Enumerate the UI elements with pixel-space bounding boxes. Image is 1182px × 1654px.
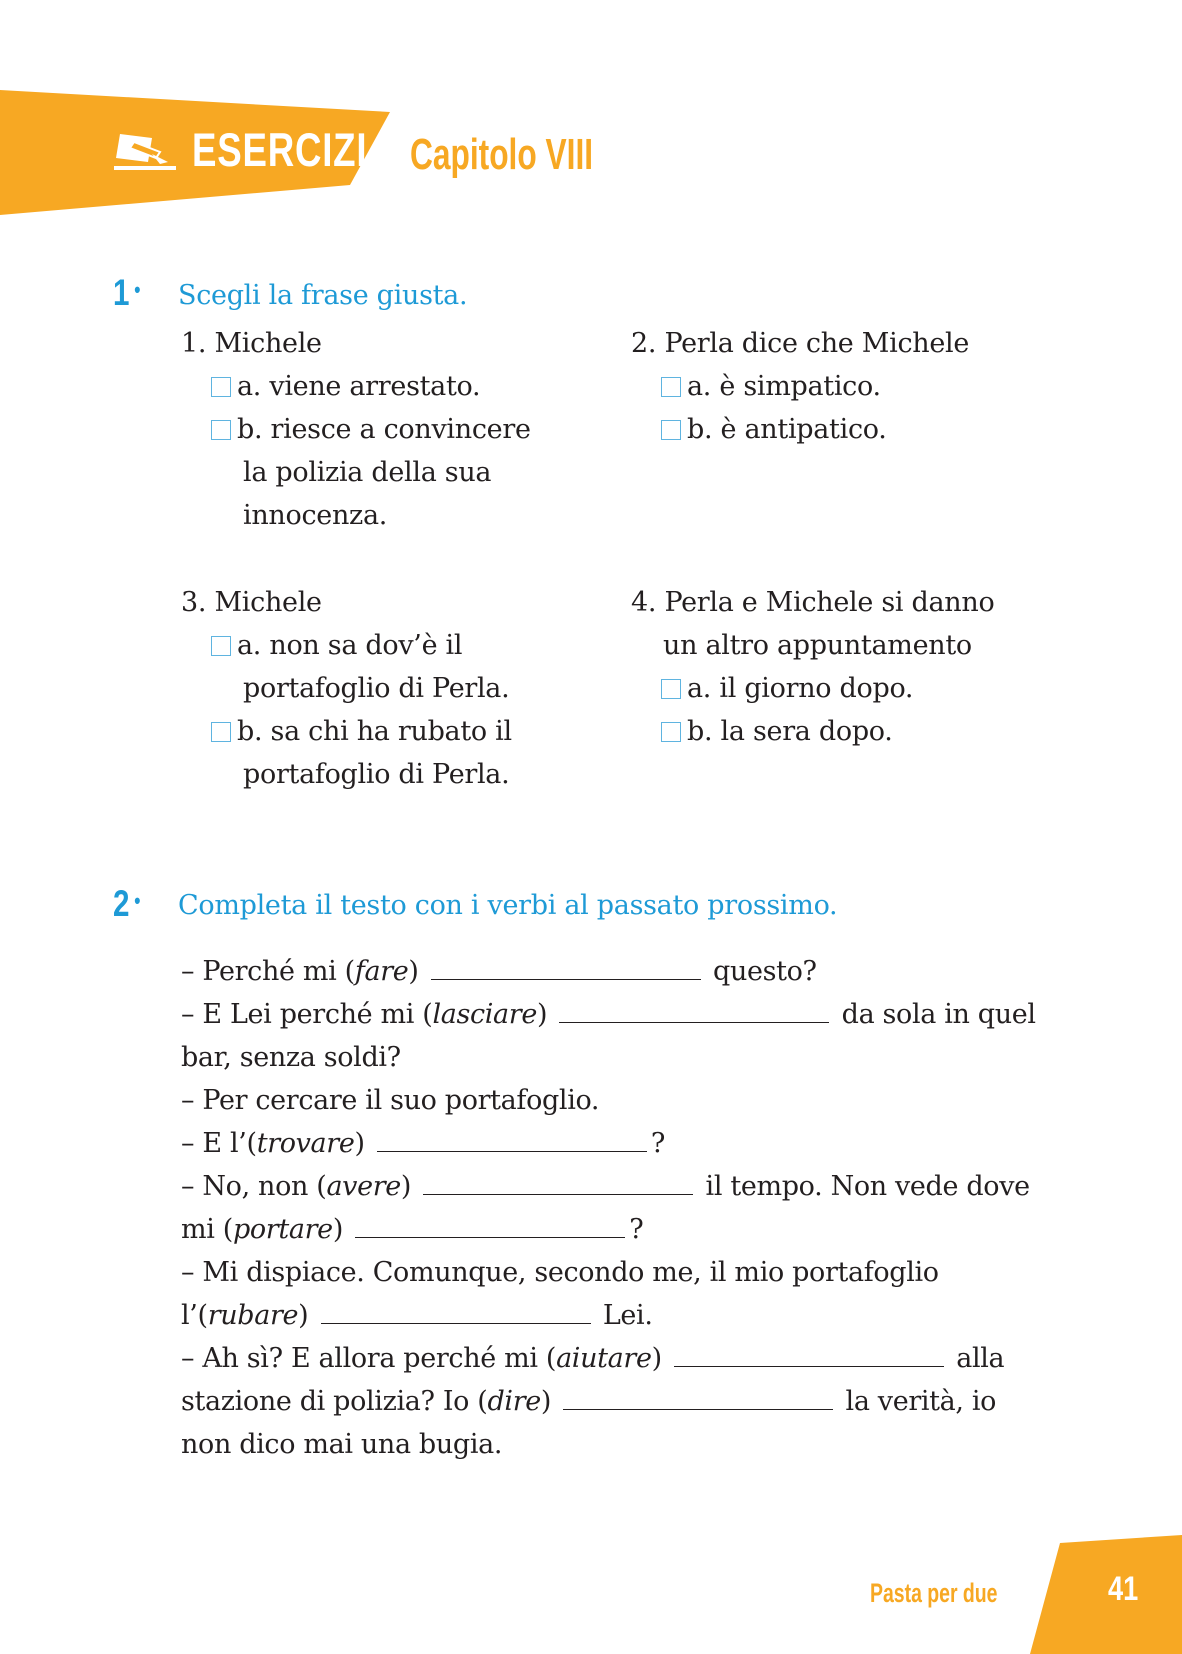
exercise-1-number: 1 • [113,272,141,313]
text-segment: ? [650,1128,666,1159]
answer-blank[interactable] [423,1172,693,1195]
checkbox[interactable] [661,377,681,397]
text-segment: stazione di polizia? Io ( [181,1386,488,1417]
verb-infinitive: rubare [207,1300,299,1331]
text-segment: – Perché mi ( [181,956,355,987]
option-2b[interactable]: b. è antipatico. [631,408,969,451]
section-label: ESERCIZI [192,123,368,176]
option-4a[interactable]: a. il giorno dopo. [631,667,994,710]
checkbox[interactable] [661,420,681,440]
answer-blank[interactable] [321,1301,591,1324]
exercise-1-title: Scegli la frase giusta. [178,280,468,311]
answer-blank[interactable] [674,1344,944,1367]
text-segment: ) [332,1214,352,1245]
text-segment: non dico mai una bugia. [181,1429,503,1460]
option-1b[interactable]: b. riesce a convincere la polizia della sua innocenza. [181,408,531,537]
text-line [181,1423,1061,1466]
text-segment: alla [948,1343,1005,1374]
option-3a[interactable]: a. non sa dov’è il portafoglio di Perla. [181,624,512,710]
text-segment: Lei. [594,1300,653,1331]
verb-infinitive: dire [487,1386,541,1417]
text-segment: ) [354,1128,373,1159]
text-segment: ) [408,956,427,987]
question-3: 3. Michele a. non sa dov’è il portafoglio di Perla. b. sa chi ha rubato il portafoglio di Perla. [181,581,512,796]
text-segment: questo? [704,956,817,987]
checkbox[interactable] [661,679,681,699]
text-line [181,1294,1061,1337]
text-segment: la verità, io [837,1386,997,1417]
text-segment: – Ah sì? E allora perché mi ( [181,1343,557,1374]
checkbox[interactable] [211,636,231,656]
exercise-2-title: Completa il testo con i verbi al passato prossimo. [178,890,838,921]
verb-infinitive: trovare [256,1128,355,1159]
answer-blank[interactable] [431,957,701,980]
verb-infinitive: aiutare [556,1343,652,1374]
answer-blank[interactable] [377,1129,647,1152]
text-segment: – Mi dispiace. Comunque, secondo me, il mio portafoglio [181,1257,939,1288]
book-title: Pasta per due [870,1578,998,1608]
page-number-tab [1030,1535,1182,1654]
option-3b[interactable]: b. sa chi ha rubato il portafoglio di Perla. [181,710,512,796]
checkbox[interactable] [211,377,231,397]
question-2: 2. Perla dice che Michele a. è simpatico. b. è antipatico. [631,322,969,451]
verb-infinitive: avere [326,1171,401,1202]
text-line [181,1380,1061,1423]
text-segment: da sola in quel [833,999,1036,1030]
chapter-title: Capitolo VIII [410,130,594,179]
text-line [181,1165,1061,1208]
checkbox[interactable] [661,722,681,742]
text-segment: ) [298,1300,317,1331]
text-segment: ) [536,999,556,1030]
question-1: 1. Michele a. viene arrestato. b. riesce a convincere la polizia della sua innocenza. [181,322,531,537]
text-segment: il tempo. Non vede dove [697,1171,1030,1202]
option-1a[interactable]: a. viene arrestato. [181,365,531,408]
exercise-2-number: 2 • [113,883,141,924]
text-line [181,1036,1061,1079]
text-segment: mi ( [181,1214,233,1245]
page-number: 41 [1108,1570,1139,1608]
verb-infinitive: fare [354,956,409,987]
text-line [181,1208,1061,1251]
text-line [181,1122,1061,1165]
option-4b[interactable]: b. la sera dopo. [631,710,994,753]
text-line [181,1337,1061,1380]
pencil-paper-icon [112,128,182,176]
text-segment: – No, non ( [181,1171,327,1202]
text-segment: bar, senza soldi? [181,1042,401,1073]
text-segment: – Per cercare il suo portafoglio. [181,1085,600,1116]
text-segment: l’( [181,1300,208,1331]
option-2a[interactable]: a. è simpatico. [631,365,969,408]
verb-infinitive: portare [232,1214,333,1245]
verb-infinitive: lasciare [432,999,537,1030]
text-segment: ) [651,1343,670,1374]
answer-blank[interactable] [355,1215,625,1238]
text-segment: – E Lei perché mi ( [181,999,433,1030]
checkbox[interactable] [211,420,231,440]
answer-blank[interactable] [563,1387,833,1410]
text-line [181,950,1061,993]
text-line [181,1079,1061,1122]
answer-blank[interactable] [559,1000,829,1023]
text-segment: ) [400,1171,420,1202]
question-4: 4. Perla e Michele si danno un altro appuntamento a. il giorno dopo. b. la sera dopo. [631,581,994,753]
checkbox[interactable] [211,722,231,742]
text-segment: ) [540,1386,560,1417]
text-segment: – E l’( [181,1128,257,1159]
text-line [181,993,1061,1036]
text-line [181,1251,1061,1294]
text-segment: ? [629,1214,644,1245]
fill-in-text [181,950,1061,1466]
